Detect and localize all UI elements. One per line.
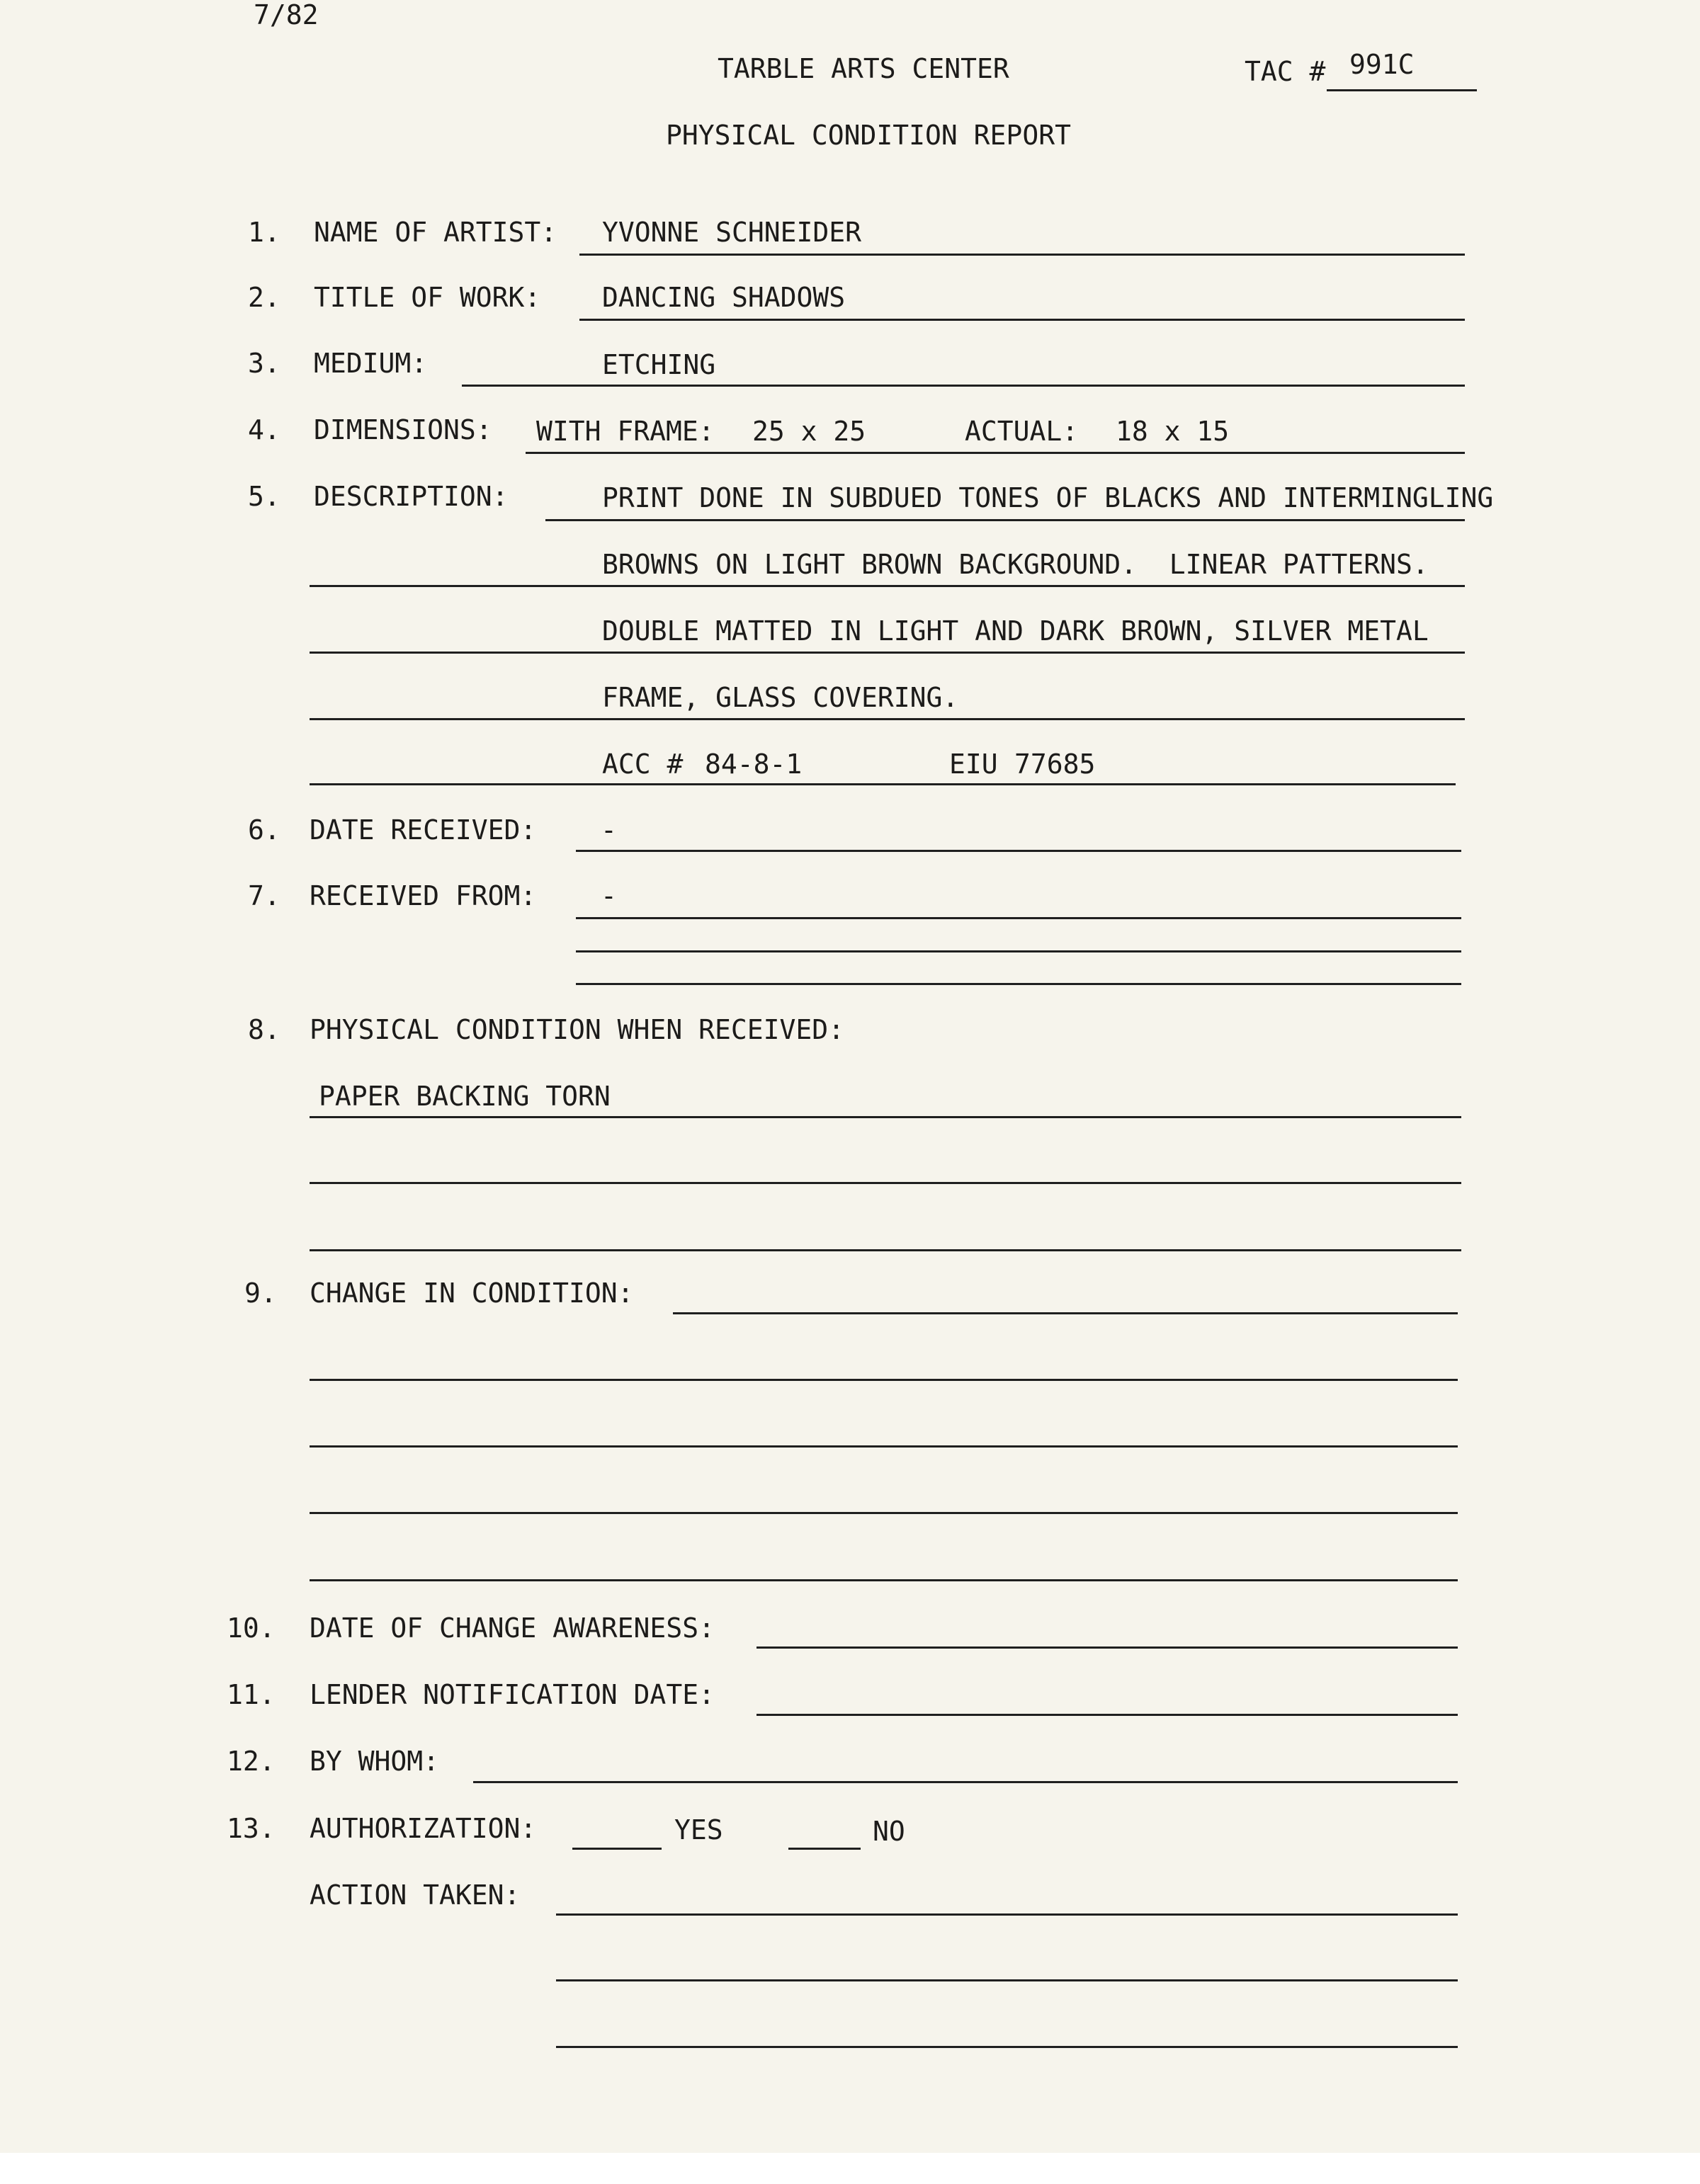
tac-label: TAC # <box>1245 56 1326 87</box>
tac-underline <box>1327 89 1477 91</box>
item-number-4: 4. <box>248 414 280 445</box>
awareness-label: DATE OF CHANGE AWARENESS: <box>310 1613 715 1644</box>
change-underline-4 <box>310 1512 1458 1514</box>
received-from-label: RECEIVED FROM: <box>310 880 537 911</box>
lender-underline <box>756 1714 1458 1716</box>
received-from-underline-3 <box>576 983 1461 985</box>
condition-underline-3 <box>310 1249 1461 1251</box>
no-label: NO <box>873 1816 905 1847</box>
date-received-underline <box>576 850 1461 852</box>
description-line-1: PRINT DONE IN SUBDUED TONES OF BLACKS AND INTERMINGLING <box>602 482 1494 513</box>
page-bottom-edge <box>0 2153 1700 2184</box>
actual-value: 18 x 15 <box>1116 416 1230 447</box>
change-underline-2 <box>310 1379 1458 1381</box>
description-line-4: FRAME, GLASS COVERING. <box>602 682 959 713</box>
item-number-11: 11. <box>227 1679 276 1710</box>
by-whom-label: BY WHOM: <box>310 1746 440 1777</box>
medium-label: MEDIUM: <box>314 348 428 379</box>
received-from-value: - <box>601 880 617 911</box>
condition-underline-2 <box>310 1182 1461 1184</box>
artist-label: NAME OF ARTIST: <box>314 217 557 248</box>
item-number-9: 9. <box>244 1278 277 1309</box>
description-label: DESCRIPTION: <box>314 481 509 512</box>
action-label: ACTION TAKEN: <box>310 1879 521 1911</box>
eiu-value: 77685 <box>1014 749 1096 780</box>
authorization-label: AUTHORIZATION: <box>310 1813 537 1844</box>
acc-value: 84-8-1 <box>705 749 803 780</box>
received-from-underline-1 <box>576 917 1461 919</box>
title-value: DANCING SHADOWS <box>602 282 846 313</box>
action-underline-3 <box>556 2046 1458 2048</box>
item-number-5: 5. <box>248 481 280 512</box>
condition-value: PAPER BACKING TORN <box>319 1081 611 1112</box>
tac-value: 991C <box>1349 49 1415 80</box>
description-underline-1 <box>545 519 1465 521</box>
change-underline-1 <box>673 1312 1458 1314</box>
action-underline-1 <box>556 1913 1458 1916</box>
eiu-label: EIU <box>949 749 998 780</box>
received-from-underline-2 <box>576 950 1461 952</box>
action-underline-2 <box>556 1979 1458 1981</box>
medium-value: ETCHING <box>602 349 716 380</box>
with-frame-value: 25 x 25 <box>752 416 866 447</box>
item-number-2: 2. <box>248 282 280 313</box>
item-number-7: 7. <box>248 880 280 911</box>
title-underline <box>579 319 1465 321</box>
description-underline-5 <box>310 783 1456 785</box>
by-whom-underline <box>473 1781 1458 1783</box>
actual-label: ACTUAL: <box>965 416 1079 447</box>
with-frame-label: WITH FRAME: <box>536 416 715 447</box>
artist-underline <box>579 254 1465 256</box>
yes-label: YES <box>674 1814 723 1845</box>
form-date: 7/82 <box>254 0 319 30</box>
description-line-3: DOUBLE MATTED IN LIGHT AND DARK BROWN, SILVER METAL <box>602 615 1429 647</box>
change-label: CHANGE IN CONDITION: <box>310 1278 634 1309</box>
institution-name: TARBLE ARTS CENTER <box>718 53 1009 84</box>
medium-underline <box>462 385 1465 387</box>
change-underline-3 <box>310 1445 1458 1448</box>
item-number-10: 10. <box>227 1613 276 1644</box>
description-line-2: BROWNS ON LIGHT BROWN BACKGROUND. LINEAR PATTERNS. <box>602 549 1429 580</box>
awareness-underline <box>756 1646 1458 1649</box>
condition-label: PHYSICAL CONDITION WHEN RECEIVED: <box>310 1014 844 1045</box>
date-received-label: DATE RECEIVED: <box>310 814 537 846</box>
item-number-6: 6. <box>248 814 280 846</box>
item-number-12: 12. <box>227 1746 276 1777</box>
item-number-3: 3. <box>248 348 280 379</box>
lender-label: LENDER NOTIFICATION DATE: <box>310 1679 715 1710</box>
report-title: PHYSICAL CONDITION REPORT <box>666 120 1071 151</box>
item-number-13: 13. <box>227 1813 276 1844</box>
description-underline-4 <box>310 718 1465 720</box>
dimensions-label: DIMENSIONS: <box>314 414 492 445</box>
artist-value: YVONNE SCHNEIDER <box>602 217 862 248</box>
no-blank <box>788 1848 861 1850</box>
description-underline-3 <box>310 652 1465 654</box>
description-underline-2 <box>310 585 1465 587</box>
dimensions-underline <box>526 452 1465 454</box>
item-number-1: 1. <box>248 217 280 248</box>
acc-label: ACC # <box>602 749 684 780</box>
yes-blank <box>572 1848 662 1850</box>
date-received-value: - <box>601 814 617 846</box>
condition-underline-1 <box>310 1116 1461 1118</box>
change-underline-5 <box>310 1579 1458 1581</box>
item-number-8: 8. <box>248 1014 280 1045</box>
title-label: TITLE OF WORK: <box>314 282 541 313</box>
